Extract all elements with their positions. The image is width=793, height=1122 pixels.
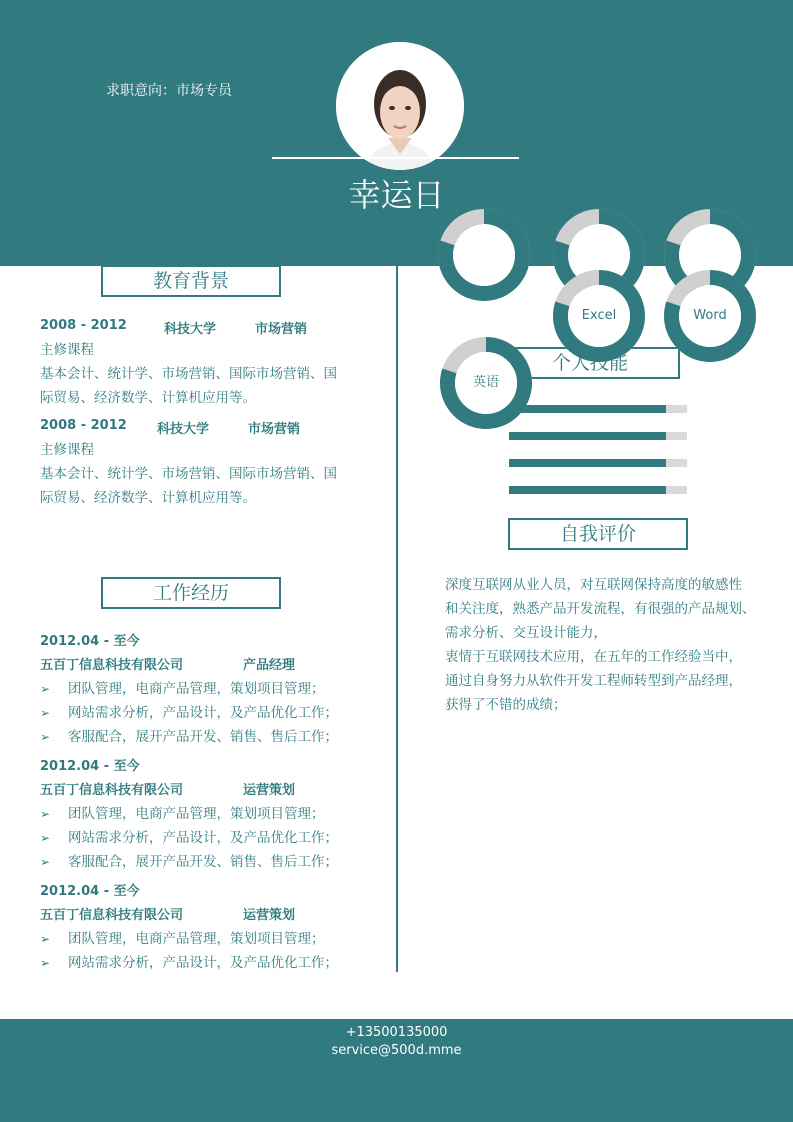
education-title: 教育背景	[101, 265, 281, 297]
column-divider	[396, 266, 398, 972]
edu-2-courses-line1: 基本会计、统计学、市场营销、国际市场营销、国	[40, 466, 337, 482]
arrow-bullet-icon: ➢	[40, 855, 51, 869]
skill-bar	[509, 486, 687, 494]
edu-2-courses-line2: 际贸易、经济数学、计算机应用等。	[40, 490, 256, 506]
work-3-period: 2012.04 - 至今	[40, 884, 140, 899]
skill-ring	[438, 209, 530, 301]
skill-bar	[509, 405, 687, 413]
skill-ring-label: 英语	[472, 375, 499, 390]
work-2-period: 2012.04 - 至今	[40, 759, 140, 774]
skill-bar-fill	[509, 405, 666, 413]
contact-email: service@500d.mme	[331, 1043, 462, 1058]
edu-2-period: 2008 - 2012	[40, 418, 127, 433]
skill-ring-english	[440, 337, 532, 429]
arrow-bullet-icon: ➢	[40, 807, 51, 821]
work-3-company: 五百丁信息科技有限公司	[40, 908, 184, 923]
self-eval-line-4: 衷情于互联网技术应用，在五年的工作经验当中，	[445, 649, 742, 665]
work-1-period: 2012.04 - 至今	[40, 634, 140, 649]
work-2-company: 五百丁信息科技有限公司	[40, 783, 184, 798]
edu-1-courses-line1: 基本会计、统计学、市场营销、国际市场营销、国	[40, 366, 337, 382]
footer-banner	[0, 1019, 793, 1122]
edu-1-major: 市场营销	[255, 322, 308, 337]
work-1-bullet-1: ➢ 团队管理，电商产品管理，策划项目管理；	[40, 681, 325, 697]
arrow-bullet-icon: ➢	[40, 956, 51, 970]
work-2-bullet-1: ➢ 团队管理，电商产品管理，策划项目管理；	[40, 806, 325, 822]
edu-2-school: 科技大学	[157, 422, 210, 437]
skill-bar-fill	[509, 459, 666, 467]
self-eval-line-1: 深度互联网从业人员，对互联网保持高度的敏感性	[445, 577, 742, 593]
self-eval-line-2: 和关注度，熟悉产品开发流程，有很强的产品规划、	[445, 601, 756, 617]
skill-ring-label	[438, 209, 530, 301]
self-evaluation-title: 自我评价	[508, 518, 688, 550]
arrow-bullet-icon: ➢	[40, 932, 51, 946]
contact-phone: +13500135000	[345, 1025, 448, 1040]
edu-2-major: 市场营销	[248, 422, 301, 437]
work-1-role: 产品经理	[243, 658, 296, 673]
work-3-role: 运营策划	[243, 908, 296, 923]
skill-bar	[509, 432, 687, 440]
arrow-bullet-icon: ➢	[40, 730, 51, 744]
self-eval-line-6: 获得了不错的成绩；	[445, 697, 567, 713]
skill-ring-label: Excel	[581, 308, 617, 323]
name-underline	[272, 157, 519, 159]
work-1-bullet-3: ➢ 客服配合，展开产品开发、销售、售后工作；	[40, 729, 338, 745]
work-2-role: 运营策划	[243, 783, 296, 798]
work-3-bullet-2: ➢ 网站需求分析，产品设计，及产品优化工作；	[40, 955, 338, 971]
work-3-bullet-1: ➢ 团队管理，电商产品管理，策划项目管理；	[40, 931, 325, 947]
skill-bar-fill	[509, 486, 666, 494]
job-intent: 求职意向：市场专员	[106, 83, 232, 99]
arrow-bullet-icon: ➢	[40, 706, 51, 720]
work-1-bullet-2: ➢ 网站需求分析，产品设计，及产品优化工作；	[40, 705, 338, 721]
arrow-bullet-icon: ➢	[40, 682, 51, 696]
skill-ring-word	[664, 270, 756, 362]
work-2-bullet-2: ➢ 网站需求分析，产品设计，及产品优化工作；	[40, 830, 338, 846]
arrow-bullet-icon: ➢	[40, 831, 51, 845]
edu-1-period: 2008 - 2012	[40, 318, 127, 333]
candidate-name: 幸运日	[348, 176, 445, 214]
skill-bar	[509, 459, 687, 467]
work-title: 工作经历	[101, 577, 281, 609]
self-eval-line-5: 通过自身努力从软件开发工程师转型到产品经理，	[445, 673, 742, 689]
skill-ring-excel	[553, 270, 645, 362]
work-1-company: 五百丁信息科技有限公司	[40, 658, 184, 673]
skills-title: 个人技能	[500, 347, 680, 379]
portrait-image	[336, 42, 464, 170]
work-2-bullet-3: ➢ 客服配合，展开产品开发、销售、售后工作；	[40, 854, 338, 870]
edu-2-courses-label: 主修课程	[40, 442, 94, 458]
skill-ring-label: Word	[693, 308, 727, 323]
edu-1-courses-line2: 际贸易、经济数学、计算机应用等。	[40, 390, 256, 406]
edu-1-school: 科技大学	[164, 322, 217, 337]
profile-photo	[336, 42, 464, 170]
edu-1-courses-label: 主修课程	[40, 342, 94, 358]
skill-bar-fill	[509, 432, 666, 440]
self-eval-line-3: 需求分析、交互设计能力，	[445, 625, 607, 641]
